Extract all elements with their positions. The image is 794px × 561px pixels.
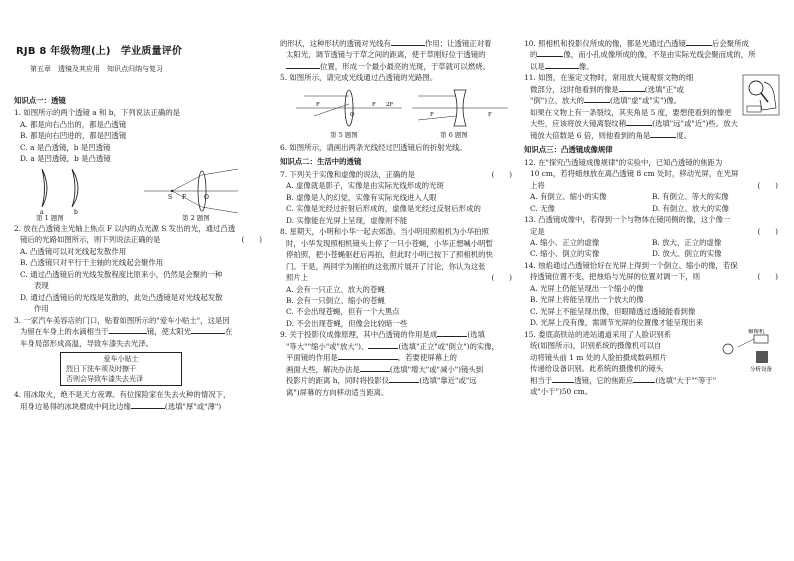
q13-options-row2: C. 缩小、倒立的实像 D. 放大、倒立的实像 bbox=[530, 249, 722, 259]
q8-option-b: B. 会有一只倒立、缩小的苍蝇 bbox=[286, 295, 385, 305]
label-F: F bbox=[182, 193, 187, 201]
question-14-line1: 14. 烛焰通过凸透镜恰好在光屏上得到一个倒立、缩小的像，若保 bbox=[524, 260, 738, 270]
question-11-line5: 大些，应该将放大镜离裂纹稍 (选填"远"或"近")些。放大 bbox=[530, 119, 738, 129]
answer-blank[interactable] bbox=[391, 45, 425, 46]
label-F-right: F bbox=[372, 101, 376, 108]
question-7: 7. 下列关于实像和虚像的说法，正确的是 ( ) bbox=[280, 169, 512, 179]
answer-blank[interactable] bbox=[650, 137, 676, 138]
lens-a bbox=[42, 169, 47, 207]
question-2-line1: 2. 放在凸透镜主光轴上焦点 F 以内的点光源 S 发出的光，通过凸透 bbox=[14, 223, 236, 233]
question-15 bbox=[524, 329, 782, 398]
question-8-line1: 8. 星期天，小明和小华一起去郊游。当小明用照相机为小华拍照 bbox=[280, 227, 489, 237]
figure-5-convex-lens bbox=[294, 86, 404, 130]
notice-line-2: 否则会导致车漆失去光泽 bbox=[66, 375, 143, 384]
magnifier-illustration bbox=[742, 74, 780, 116]
question-15-line2: 统(如图所示)，识别系统的摄像机可以自 bbox=[530, 341, 662, 351]
label-F-right: F bbox=[488, 111, 492, 118]
face-recognition-illustration bbox=[714, 329, 778, 373]
notice-title: 爱车小贴士 bbox=[103, 354, 139, 363]
question-4-line1: 4. 用冰取火，绝不是天方夜谭。有位探险家在失去火种的情况下， bbox=[14, 390, 231, 400]
figure-1-caption: 第 1 题图 bbox=[36, 213, 64, 222]
column-1 bbox=[14, 92, 266, 412]
label-S: S bbox=[168, 193, 173, 201]
q2-option-d-cont: 作用 bbox=[34, 304, 49, 314]
answer-blank[interactable] bbox=[537, 56, 563, 57]
question-11-line3: "倒")立、放大的 (选填"虚"或"实")像。 bbox=[530, 96, 682, 106]
question-3-line3: 车身局部形成高温，导致车漆失去光泽。 bbox=[20, 338, 154, 348]
question-12-line2: 10 cm，若将蜡烛放在离凸透镜 8 cm 处时，移动光屏，在光屏 bbox=[530, 169, 739, 179]
answer-blank[interactable] bbox=[552, 382, 574, 383]
label-F-left: F bbox=[430, 111, 434, 118]
question-9-line6: 离")屏幕的方向移动适当距离。 bbox=[286, 387, 389, 397]
label-F-left: F bbox=[316, 101, 320, 108]
q13-options-row1: A. 缩小、正立的虚像 B. 放大、正立的虚像 bbox=[530, 237, 722, 247]
label-O: O bbox=[204, 193, 209, 201]
q8-option-a: A. 会有一只正立、放大的苍蝇 bbox=[286, 284, 385, 294]
answer-blank[interactable] bbox=[686, 45, 712, 46]
question-5: 5. 如图所示，请完成光线通过凸透镜的光路图。 bbox=[280, 73, 438, 83]
answer-blank[interactable] bbox=[545, 68, 579, 69]
question-9-line2: "等大""缩小"或"放大")、 (选填"正立"或"倒立")的实像， bbox=[286, 341, 500, 351]
question-14-line2: 持透镜位置不变，把烛焰与光屏的位置对调一下，则 ( ) bbox=[530, 272, 778, 282]
q12-options-row2: C. 无像 D. 有倒立、放大的实像 bbox=[530, 203, 729, 213]
car-care-notice bbox=[60, 352, 182, 386]
question-15-line1: 15. 娄底高铁站的进站通道采用了人脸识别系 bbox=[524, 329, 672, 339]
answer-blank[interactable] bbox=[619, 91, 645, 92]
question-8-line5: 照片上 ( ) bbox=[286, 273, 512, 283]
label-2F: 2F bbox=[386, 101, 394, 108]
question-11-line1: 11. 如图，在鉴定文物时，常用放大镜观察文物的细 bbox=[524, 73, 694, 83]
question-13-line2: 定是 ( ) bbox=[530, 226, 778, 236]
answer-blank[interactable] bbox=[191, 333, 225, 334]
section-heading: 知识点三：凸透镜成像规律 bbox=[524, 145, 613, 155]
q7-option-b: B. 虚像是人的幻觉，实像有实际光线进入人眼 bbox=[286, 192, 437, 202]
question-9-line5: 投影片的距离 h，同时将投影仪 (选填"靠近"或"远 bbox=[286, 376, 477, 386]
answer-blank[interactable] bbox=[131, 408, 165, 409]
q2-option-d: D. 通过凸透镜后的光线是发散的，此处凸透镜是对光线起发散 bbox=[20, 292, 223, 302]
answer-blank[interactable] bbox=[389, 382, 419, 383]
label-a: a bbox=[40, 208, 44, 215]
question-9-line4: 画面大些，解决办法是 (选填"增大"或"减小")镜头到 bbox=[286, 364, 484, 374]
q1-option-c: C. a 是凸透镜，b 是凹透镜 bbox=[20, 142, 111, 152]
column-2 bbox=[280, 38, 516, 398]
q2-option-b: B. 凸透镜只对平行于主轴的光线起会聚作用 bbox=[20, 258, 164, 268]
figures-1-2 bbox=[14, 165, 266, 223]
question-1: 1. 如图所示的两个透镜 a 和 b，下列说法正确的是 bbox=[14, 108, 181, 118]
doc-title: RJB 8 年级物理(上) 学业质量评价 bbox=[16, 46, 183, 57]
answer-blank[interactable] bbox=[437, 336, 467, 337]
answer-blank[interactable] bbox=[286, 68, 320, 69]
q2-option-a: A. 凸透镜可以对光线起发散作用 bbox=[20, 246, 127, 256]
question-10-line3: 以是 像。 bbox=[530, 61, 594, 71]
q1-option-d: D. a 是凹透镜，b 是凸透镜 bbox=[20, 154, 111, 164]
answer-blank[interactable] bbox=[360, 371, 390, 372]
q12-options-row1: A. 有倒立、缩小的实像 B. 有倒立、等大的实像 bbox=[530, 192, 729, 202]
camera-label: 摄像机 bbox=[748, 328, 765, 335]
question-13-line1: 13. 凸透镜成像中，若得到一个与物体在镜同侧的像，这个像一 bbox=[524, 215, 731, 225]
column-3 bbox=[524, 38, 782, 398]
figure-1-lenses bbox=[32, 167, 92, 215]
answer-blank[interactable] bbox=[633, 382, 655, 383]
notice-line-1: 烈日下洗车须及时擦干 bbox=[66, 365, 136, 374]
figure-6-concave-lens bbox=[410, 86, 510, 130]
question-9-line3: 平面镜的作用是 。若要使屏幕上的 bbox=[286, 353, 457, 363]
question-8-line2: 时，小华发现照相机镜头上停了一只小苍蝇，小华正想喊小明暂 bbox=[286, 238, 493, 248]
q8-option-c: C. 不会出现苍蝇，但有一个大黑点 bbox=[286, 307, 400, 317]
question-8-line4: 门。于是，两同学为刚拍的这张照片展开了讨论，你认为这张 bbox=[286, 261, 486, 271]
question-2-line2: 镜后的光路如图所示，则下列说法正确的是 ( ) bbox=[20, 235, 262, 245]
question-11-line6: 镜放大倍数是 6 倍，则他看到的角是 度。 bbox=[530, 130, 692, 140]
figure-2-convex-lens bbox=[142, 167, 242, 215]
q1-option-b: B. 都是向右凹进的，都是凹透镜 bbox=[20, 131, 127, 141]
question-4-cont-1: 的形状，这种形状的透镜对光线有 作用；让透镜正对着 bbox=[280, 39, 492, 48]
label-O: O bbox=[350, 111, 355, 118]
answer-blank[interactable] bbox=[109, 333, 147, 334]
figure-2-caption: 第 2 题图 bbox=[182, 213, 210, 222]
answer-blank[interactable] bbox=[338, 359, 398, 360]
q2-option-c: C. 通过凸透镜后的光线发散程度比原来小，仍然是会聚的一种 bbox=[20, 269, 223, 279]
q2-option-c-cont: 表现 bbox=[34, 281, 49, 291]
question-8-line3: 停拍照，把小苍蝇驱赶后再拍，但此时小明已按下了照相机的快 bbox=[286, 250, 493, 260]
question-12-line1: 12. 在"探究凸透镜成像规律"的实验中，已知凸透镜的焦距为 bbox=[524, 157, 723, 167]
label-b: b bbox=[74, 208, 78, 215]
q7-option-c: C. 实像是光经过折射后形成的，虚像是光经过反射后形成的 bbox=[286, 204, 481, 214]
question-11-line2: 微部分，这时他看到的像是 (选填"正"或 bbox=[530, 84, 684, 94]
question-15-line3: 动将镜头前 1 m 处的人脸拍摄成数码照片 bbox=[530, 352, 668, 362]
question-15-line4: 传递给设备识别。此系统的摄像机的镜头 bbox=[530, 364, 664, 374]
q7-option-d: D. 实像能在光屏上呈现，虚像则不能 bbox=[286, 215, 408, 225]
question-4-cont-3: 位置，形成一个最小最亮的光斑，于草就可以燃烧。 bbox=[280, 61, 516, 72]
q14-option-a: A. 光屏上仍能呈现出一个缩小的像 bbox=[530, 283, 644, 293]
figure-5-caption: 第 5 题图 bbox=[330, 130, 358, 139]
doc-subtitle: 第五章 透镜及其应用 知识点归纳与复习 bbox=[30, 65, 163, 73]
section-heading: 知识点一：透镜 bbox=[14, 96, 66, 105]
answer-blank[interactable] bbox=[584, 102, 610, 103]
figure-6-caption: 第 6 题图 bbox=[440, 130, 468, 139]
q1-option-a: A. 都是向右凸出的，都是凸透镜 bbox=[20, 119, 127, 129]
q14-option-c: C. 光屏上不能呈现出像，但眼睛透过透镜能看到像 bbox=[530, 306, 696, 316]
question-6: 6. 如图所示，请画出两条光线经过凹透镜后的折射光线。 bbox=[280, 142, 467, 152]
question-3-line2: 为留在车身上的水滴相当于 镜，使太阳光 在 bbox=[20, 327, 233, 337]
section-heading: 知识点二：生活中的透镜 bbox=[280, 157, 362, 167]
question-12-line3: 上将 ( ) bbox=[530, 180, 778, 190]
question-4-cont-2: 太阳光，调节透镜与干草之间的距离，使干草刚好位于透镜的 bbox=[286, 50, 486, 60]
figures-5-6 bbox=[280, 84, 516, 142]
question-15-line5: 相当于 透镜，它的焦距应 (选填"大于""等于" bbox=[530, 375, 717, 385]
question-10-line1: 10. 照相机和投影仪所成的像，都是光通过凸透镜 后会聚所成 bbox=[524, 39, 749, 48]
question-9-line1: 9. 关于投影仪成像原理，其中凸透镜的作用是成 (选填 bbox=[280, 330, 485, 340]
q7-option-a: A. 虚像就是影子，实像是由实际光线形成的光斑 bbox=[286, 181, 444, 191]
q14-option-b: B. 光屏上将能呈现出一个放大的像 bbox=[530, 295, 644, 305]
question-10-line2: 的 像，而小孔成像所成的像，不是由实际光线会聚而成的，所 bbox=[530, 50, 756, 60]
q14-option-d: D. 光屏上没有像，需调节光屏的位置像才能呈现出来 bbox=[530, 318, 703, 328]
question-11-line4: 如果在文物上有一条裂纹，其夹角是 5 度，要想使看到的像更 bbox=[530, 107, 732, 117]
answer-blank[interactable] bbox=[368, 348, 398, 349]
q8-option-d: D. 不会出现苍蝇，但像会比较暗一些 bbox=[286, 318, 408, 328]
lens-b bbox=[72, 169, 78, 207]
question-11 bbox=[524, 72, 782, 141]
answer-blank[interactable] bbox=[626, 125, 652, 126]
question-3-line1: 3. 一家汽车美容店的门口，贴着如图所示的"爱车小贴士"，这是因 bbox=[14, 315, 230, 325]
device-label: 分析设备 bbox=[750, 366, 773, 373]
question-4-line2: 用身边易得的冰块磨成中间比边缘 (选填"厚"或"薄") bbox=[20, 401, 222, 411]
question-15-line6: 或"小于")50 cm。 bbox=[530, 387, 593, 397]
